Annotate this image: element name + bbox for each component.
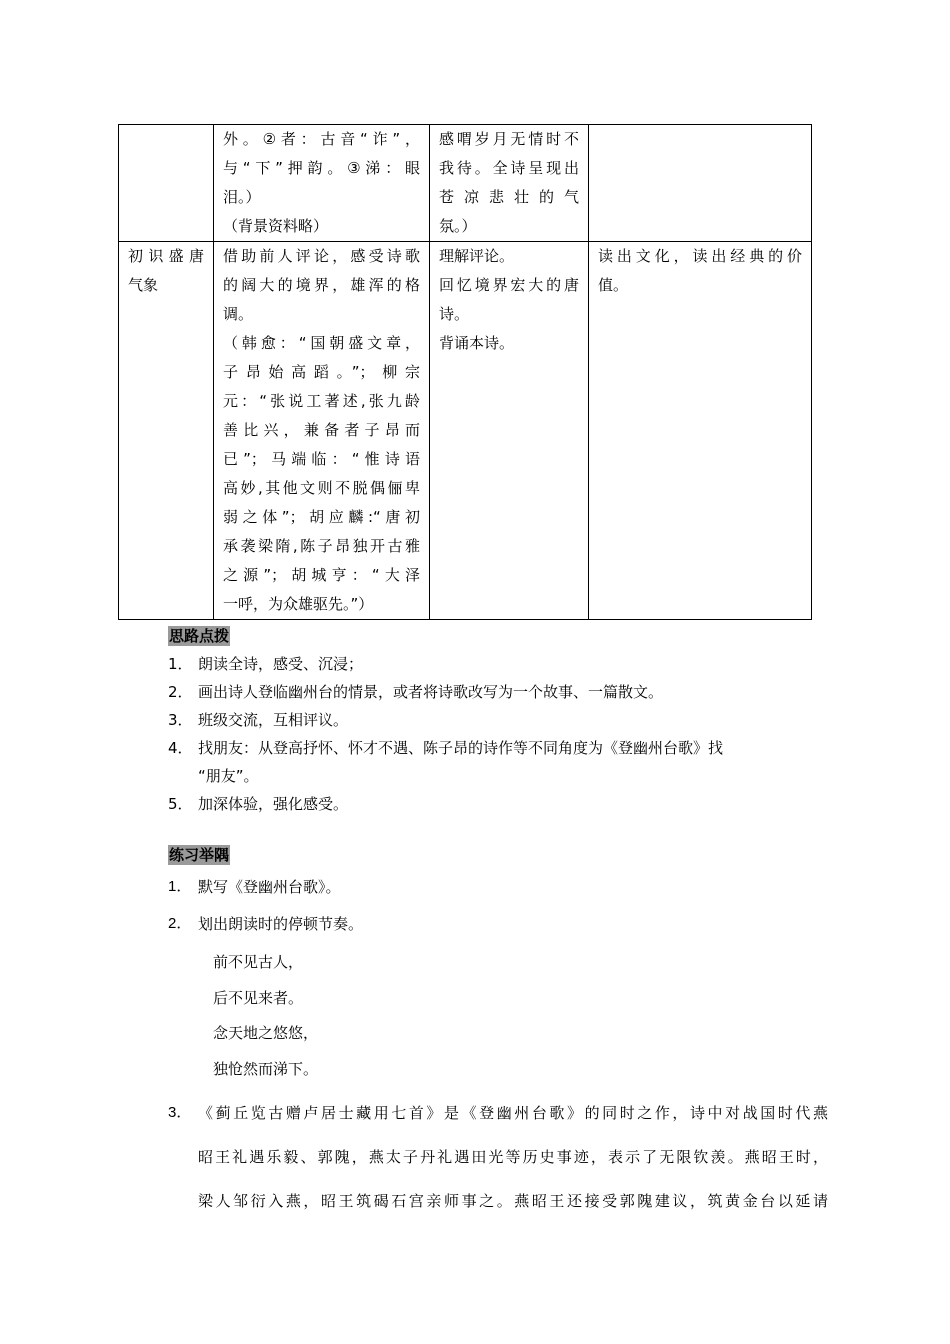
table-cell-goal [589,125,812,242]
cell-text-line: 外。②者：古音“诈”， [223,130,420,148]
list-item [168,790,818,818]
list-item-text-continued: “朋友”。 [198,767,259,785]
cell-text-line: 理解评论。 [439,247,515,265]
cell-text-line: 氛。） [439,217,477,235]
exercise-number: 1． [168,878,192,895]
exercise-text-line: 《蓟丘览古赠卢居士藏用七首》是《登幽州台歌》的同时之作，诗中对战国时代燕 [198,1104,828,1122]
cell-text-line: 感喟岁月无情时不 [439,130,579,148]
cell-text-line: 与“下”押韵。③涕：眼 [223,159,420,177]
cell-text-line: 气象 [128,276,159,294]
tips-list [168,650,818,818]
cell-text-line: 背诵本诗。 [439,334,515,352]
cell-text-line: 诗。 [439,305,470,323]
table-cell-content [214,125,430,242]
exercise-item [168,876,828,898]
list-item [168,734,818,790]
cell-text-line: 借助前人评论，感受诗歌 [223,247,420,265]
cell-text-line: 读出文化，读出经典的价 [598,247,802,265]
list-item [168,706,818,734]
list-item-text: 加深体验，强化感受。 [198,795,349,813]
table-cell-content [214,242,430,620]
list-number: 2． [168,683,193,701]
poem-line: 前不见古人， [213,953,304,971]
table-cell-student-activity [430,125,589,242]
table-cell-goal [589,242,812,620]
exercise-text-line: 梁人邹衍入燕，昭王筑碣石宫亲师事之。燕昭王还接受郭隗建议，筑黄金台以延请 [198,1192,828,1210]
list-number: 3． [168,711,193,729]
cell-text-line: 我待。全诗呈现出 [439,159,579,177]
list-number: 5． [168,795,193,813]
cell-text-line: （背景资料略） [223,217,329,235]
cell-text-line: 一呼，为众雄驱先。”） [223,595,374,613]
exercise-text: 划出朗读时的停顿节奏。 [198,915,364,933]
table-row [119,125,812,242]
cell-text-line: 回忆境界宏大的唐 [439,276,579,294]
cell-text-line: 高妙,其他文则不脱偶俪卑 [223,479,420,497]
cell-text-line: 的阔大的境界，雄浑的格 [223,276,420,294]
cell-text-line: 弱之体”；胡应麟:“唐初 [223,508,420,526]
cell-text-line: 调。 [223,305,254,323]
list-item-text: 班级交流，互相评议。 [198,711,349,729]
cell-text-line: 元：“张说工著述,张九龄 [223,392,420,410]
cell-text-line: 值。 [598,276,629,294]
poem-line: 念天地之悠悠， [213,1024,319,1042]
table-row [119,242,812,620]
cell-text-line: 初识盛唐 [128,247,204,265]
list-number: 4． [168,739,193,757]
cell-text-line: 承袭梁隋,陈子昂独开古雅 [223,537,420,555]
list-number: 1． [168,655,193,673]
cell-text-line: 泪。） [223,188,261,206]
exercise-number: 3． [168,1104,192,1121]
poem-line: 独怆然而涕下。 [213,1060,319,1078]
cell-text-line: 之源”；胡城亨：“大泽 [223,566,420,584]
list-item [168,650,818,678]
table-cell-stage [119,242,214,620]
poem-line: 后不见来者。 [213,989,304,1007]
exercise-item [168,913,828,935]
cell-text-line: 善比兴，兼备者子昂而 [223,421,420,439]
list-item [168,678,818,706]
cell-text-line: 子昂始高蹈。”；柳宗 [223,363,420,381]
cell-text-line: 苍凉悲壮的气 [439,188,579,206]
table-cell-stage [119,125,214,242]
list-item-text: 朗读全诗，感受、沉浸； [198,655,364,673]
section-heading: 练习举隅 [169,846,230,864]
list-item-text: 找朋友：从登高抒怀、怀才不遇、陈子昂的诗作等不同角度为《登幽州台歌》找 [198,739,724,757]
lesson-plan-table [118,124,812,620]
exercise-item [168,1091,828,1223]
exercise-number: 2． [168,915,192,932]
exercise-text-line: 昭王礼遇乐毅、郭隗，燕太子丹礼遇田光等历史事迹，表示了无限钦羡。燕昭王时， [198,1148,828,1166]
exercise-text: 默写《登幽州台歌》。 [198,878,341,896]
cell-text-line: （韩愈：“国朝盛文章， [223,334,420,352]
cell-text-line: 已”；马端临：“惟诗语 [223,450,420,468]
section-heading: 思路点拨 [169,627,230,645]
table-cell-student-activity [430,242,589,620]
list-item-text: 画出诗人登临幽州台的情景，或者将诗歌改写为一个故事、一篇散文。 [198,683,664,701]
